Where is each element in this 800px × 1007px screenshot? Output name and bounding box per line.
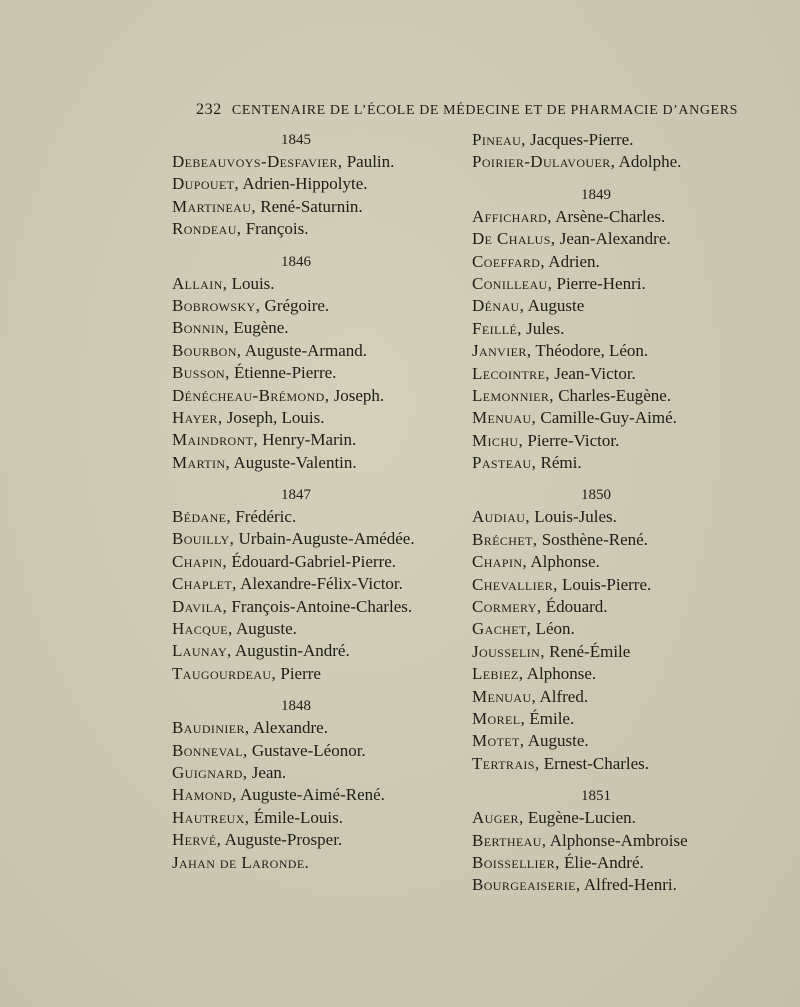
right-column (472, 129, 762, 907)
surname: Bourgeaiserie, (472, 875, 581, 895)
year-block (472, 484, 762, 775)
given-names: Adrien. (548, 251, 600, 271)
surname: Bobrowsky, (172, 295, 261, 315)
surname: Bonneval, (172, 740, 248, 760)
name-entry (172, 762, 462, 784)
name-entry (472, 129, 762, 151)
name-entry (172, 852, 462, 874)
name-entry (472, 407, 762, 429)
name-entry (472, 452, 762, 474)
given-names: Pierre-Victor. (527, 430, 620, 450)
year-heading: 1851 (581, 788, 611, 805)
given-names: Jean-Alexandre. (559, 229, 671, 249)
given-names: Grégoire. (264, 295, 330, 315)
year-heading: 1846 (281, 253, 311, 270)
name-entry (472, 363, 762, 385)
name-entry (172, 528, 462, 550)
given-names: Alfred. (539, 686, 589, 706)
given-names: Auguste. (235, 619, 297, 639)
name-entry (472, 529, 762, 551)
name-entry (472, 506, 762, 528)
surname: Maindront, (172, 430, 259, 450)
surname: Busson, (172, 363, 230, 383)
given-names: Frédéric. (235, 507, 297, 527)
surname: Taugourdeau, (172, 663, 277, 683)
given-names: Adrien-Hippolyte. (242, 174, 368, 194)
name-entry (472, 830, 762, 852)
given-names: Alexandre-Félix-Victor. (240, 574, 403, 594)
surname: Dénau, (472, 296, 525, 316)
given-names: Auguste-Aimé-René. (239, 785, 385, 805)
surname: Chaplet, (172, 574, 237, 594)
name-entry (172, 640, 462, 662)
name-entry (472, 318, 762, 340)
name-entry (472, 228, 762, 250)
surname: Boissellier, (472, 852, 560, 872)
year-heading: 1845 (281, 132, 311, 148)
surname: Menuau, (472, 686, 537, 706)
name-entry (472, 663, 762, 685)
surname: Guignard, (172, 762, 248, 782)
name-entry (172, 173, 462, 195)
name-entry (172, 295, 462, 317)
name-entry (472, 385, 762, 407)
year-block (472, 184, 762, 475)
surname: Martin, (172, 452, 231, 472)
given-names: Pierre-Henri. (556, 273, 646, 293)
given-names: Alphonse. (526, 664, 597, 684)
name-entry (472, 618, 762, 640)
name-entry (172, 452, 462, 474)
name-entry (172, 218, 462, 240)
surname: Lebiez, (472, 664, 524, 684)
surname: Cormery, (472, 597, 542, 617)
given-names: Léon. (535, 619, 575, 639)
surname: Chapin, (172, 551, 228, 571)
given-names: Jacques-Pierre. (530, 130, 634, 149)
surname: Jahan de Laronde. (172, 852, 310, 872)
surname: Hayer, (172, 407, 223, 427)
surname: Feillé, (472, 318, 522, 338)
given-names: Auguste-Armand. (244, 340, 368, 360)
given-names: Arsène-Charles. (555, 206, 666, 226)
name-entry (172, 618, 462, 640)
name-entry (172, 573, 462, 595)
surname: Debeauvoys-Desfavier, (172, 152, 343, 171)
name-entry (172, 551, 462, 573)
year-heading: 1850 (581, 487, 611, 504)
surname: Bédane, (172, 507, 232, 527)
given-names: Alexandre. (252, 718, 328, 738)
name-entry (472, 852, 762, 874)
name-entry (172, 429, 462, 451)
surname: Affichard, (472, 206, 552, 226)
surname: Martineau, (172, 196, 256, 216)
name-entry (172, 807, 462, 829)
given-names: René-Émile (549, 641, 631, 661)
name-entry (472, 273, 762, 295)
surname: Chapin, (472, 552, 528, 572)
given-names: Gustave-Léonor. (251, 740, 366, 760)
given-names: Sosthène-René. (541, 529, 648, 549)
surname: Morel, (472, 708, 526, 728)
surname: Bréchet, (472, 529, 538, 549)
surname: Pasteau, (472, 453, 537, 473)
given-names: Jean-Victor. (554, 363, 636, 383)
name-entry (172, 196, 462, 218)
name-entry (172, 596, 462, 618)
surname: Michu, (472, 430, 524, 450)
surname: Launay, (172, 641, 232, 661)
given-names: Eugène-Lucien. (527, 808, 636, 828)
surname: Auger, (472, 808, 524, 828)
surname: Bourbon, (172, 340, 242, 360)
name-entry (172, 506, 462, 528)
name-entry (172, 273, 462, 295)
given-names: Auguste. (527, 731, 589, 751)
name-entry (472, 874, 762, 896)
name-entry (172, 407, 462, 429)
surname: Audiau, (472, 507, 530, 527)
surname: Coeffard, (472, 251, 545, 271)
given-names: Étienne-Pierre. (234, 363, 337, 383)
name-entry (472, 641, 762, 663)
given-names: Augustin-André. (234, 641, 350, 661)
running-title: CENTENAIRE DE L’ÉCOLE DE MÉDECINE ET DE PHARMACIE D’ANGERS (231, 103, 739, 118)
given-names: Auguste (527, 296, 585, 316)
name-entry (472, 730, 762, 752)
name-entry (472, 151, 762, 173)
surname: Lecointre, (472, 363, 550, 383)
name-entry (172, 784, 462, 806)
surname: Bertheau, (472, 830, 547, 850)
name-entry (472, 708, 762, 730)
left-column (172, 129, 462, 884)
name-entry (172, 151, 462, 173)
given-names: Adolphe. (618, 152, 682, 172)
surname: Hamond, (172, 785, 237, 805)
given-names: Pierre (280, 663, 321, 683)
surname: Hacque, (172, 619, 233, 639)
year-block (472, 129, 762, 174)
name-entry (172, 385, 462, 407)
given-names: Joseph. (333, 385, 385, 405)
name-entry (472, 295, 762, 317)
given-names: Ernest-Charles. (543, 753, 650, 773)
given-names: Jean. (251, 762, 287, 782)
name-entry (472, 686, 762, 708)
surname: Bouilly, (172, 529, 235, 549)
year-heading: 1849 (581, 186, 611, 203)
year-heading: 1848 (281, 698, 311, 715)
given-names: Louis-Jules. (534, 507, 617, 527)
given-names: François. (245, 219, 309, 239)
surname: Rondeau, (172, 219, 242, 239)
surname: Conilleau, (472, 273, 553, 293)
given-names: Théodore, Léon. (535, 341, 649, 361)
surname: Janvier, (472, 341, 532, 361)
running-header (196, 101, 739, 119)
given-names: Paulin. (346, 152, 395, 171)
surname: Gachet, (472, 619, 532, 639)
year-heading: 1847 (281, 487, 311, 504)
surname: Bonnin, (172, 318, 230, 338)
surname: De Chalus, (472, 229, 556, 249)
given-names: Louis. (231, 273, 275, 293)
year-block (472, 785, 762, 897)
given-names: Eugène. (233, 318, 289, 338)
given-names: Louis-Pierre. (562, 574, 652, 594)
given-names: Charles-Eugène. (558, 385, 672, 405)
surname: Baudinier, (172, 718, 250, 738)
surname: Dupouet, (172, 174, 240, 194)
surname: Hervé, (172, 830, 222, 850)
given-names: Urbain-Auguste-Amédée. (238, 529, 415, 549)
surname: Menuau, (472, 408, 537, 428)
year-block (172, 251, 462, 475)
given-names: Jules. (526, 318, 565, 338)
given-names: Rémi. (540, 453, 582, 473)
surname: Hautreux, (172, 807, 250, 827)
given-names: Édouard. (545, 597, 608, 617)
given-names: Alphonse-Ambroise (549, 830, 688, 850)
given-names: Joseph, Louis. (226, 407, 325, 427)
surname: Poirier-Dulavouer, (472, 152, 616, 172)
year-block (172, 484, 462, 685)
surname: Chevallier, (472, 574, 558, 594)
surname: Tertrais, (472, 753, 540, 773)
surname: Allain, (172, 273, 228, 293)
name-entry (172, 740, 462, 762)
given-names: Émile. (529, 708, 575, 728)
given-names: Alphonse. (530, 552, 600, 572)
given-names: Auguste-Prosper. (224, 830, 343, 850)
name-entry (472, 753, 762, 775)
name-entry (172, 717, 462, 739)
name-entry (172, 663, 462, 685)
given-names: René-Saturnin. (260, 196, 363, 216)
given-names: Henry-Marin. (262, 430, 357, 450)
name-entry (472, 340, 762, 362)
given-names: Camille-Guy-Aimé. (540, 408, 677, 428)
surname: Davila, (172, 596, 228, 616)
given-names: Auguste-Valentin. (233, 452, 357, 472)
year-block (172, 695, 462, 874)
name-entry (472, 551, 762, 573)
year-block (172, 129, 462, 241)
name-entry (472, 251, 762, 273)
name-entry (472, 807, 762, 829)
given-names: François-Antoine-Charles. (231, 596, 413, 616)
name-entry (472, 430, 762, 452)
name-entry (472, 206, 762, 228)
name-entry (472, 574, 762, 596)
given-names: Émile-Louis. (253, 807, 343, 827)
surname: Motet, (472, 731, 525, 751)
given-names: Édouard-Gabriel-Pierre. (231, 551, 397, 571)
surname: Dénécheau-Brémond, (172, 385, 330, 405)
surname: Jousselin, (472, 641, 545, 661)
surname: Pineau, (472, 130, 526, 149)
surname: Lemonnier, (472, 385, 554, 405)
name-entry (172, 829, 462, 851)
name-entry (172, 317, 462, 339)
given-names: Élie-André. (563, 852, 644, 872)
name-entry (172, 362, 462, 384)
given-names: Alfred-Henri. (583, 875, 677, 895)
page-number: 232 (196, 101, 222, 118)
name-entry (472, 596, 762, 618)
name-entry (172, 340, 462, 362)
